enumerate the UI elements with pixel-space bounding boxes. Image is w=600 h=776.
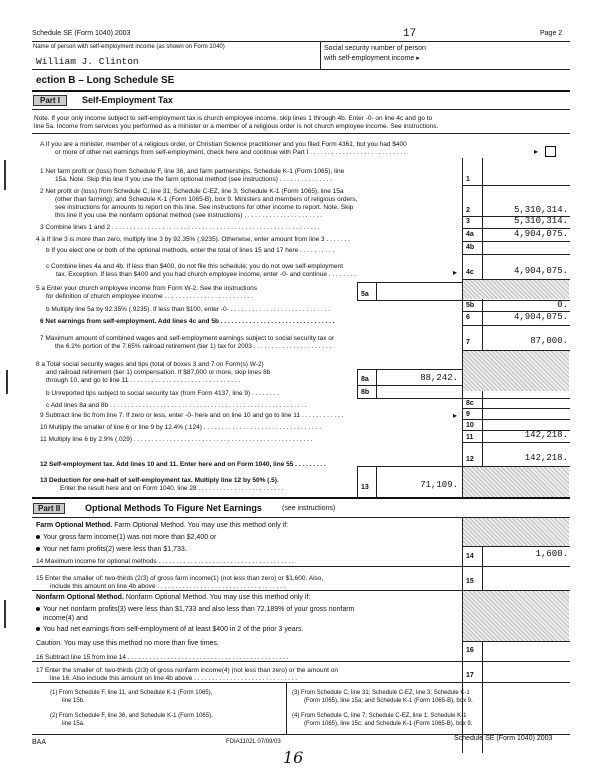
line-number: 3 — [466, 218, 470, 225]
part1-note-1: Note. If your only income subject to self-employment tax is church employee income, skip lines 1 through 4b. Enter -0- on line 4c and go to — [34, 115, 433, 122]
footer-form-title: Schedule SE (Form 1040) 2003 — [454, 735, 553, 742]
part1-title: Self-Employment Tax — [82, 95, 173, 105]
line-4c-text-2: tax. Exception. If less than $400 and you had church employee income, enter -0- and continue . . . . . . . . — [56, 271, 356, 278]
part1-note-2: line 5a. Income from services you performed as a minister or a member of a religious order is not church employee income. See instructions. — [34, 123, 439, 130]
line-15-text-2: include this amount on line 4b above . . . . . . . . . . . . . . . . . . . . . . . . . . . . . . . . . . . . — [50, 583, 286, 590]
line-number: 11 — [466, 434, 474, 441]
line-6-value: 4,904,075. — [513, 312, 568, 322]
line-15-text-1: 15 Enter the smaller of: two-thirds (2/3) of gross farm income(1) (not less than zero) or $1,600. Also, — [36, 575, 324, 582]
footnote-4a: (4) From Schedule C, line 7; Schedule C-EZ, line 1; Schedule K-1 — [292, 713, 467, 719]
line-2-text-2: (other than farming); and Schedule K-1 (Form 1065-B), box 9. Ministers and members of religious orders, — [55, 196, 358, 203]
line-14-value: 1,600. — [535, 549, 568, 559]
handwritten-page: 16 — [283, 748, 304, 767]
line-8a-value: 88,242. — [420, 373, 458, 383]
line-a-text-1: A If you are a minister, member of a religious order, or Christian Science practitioner and you filed Form 4361, but you had $400 — [40, 141, 407, 148]
line-7-text-1: 7 Maximum amount of combined wages and self-employment earnings subject to social security tax or — [40, 335, 335, 342]
line-13-text-2: Enter the result here and on Form 1040, line 28 . . . . . . . . . . . . . . . . . . . . . . . . — [60, 485, 284, 492]
line-11-text: 11 Multiply line 6 by 2.9% (.029) . . . . . . . . . . . . . . . . . . . . . . . . . . . . . . . . . . . . . . . . . . . . . . . . . . — [40, 436, 313, 443]
part1-tag: Part I — [33, 95, 67, 106]
line-9-text: 9 Subtract line 8c from line 7. If zero or less, enter -0- here and on line 10 and go to line 11 . . . . . . . . . . . . — [40, 412, 344, 419]
nonfarm-bullet-2: You had net earnings from self-employment of at least $400 in 2 of the prior 3 years. — [36, 626, 303, 633]
page-label: Page 2 — [540, 30, 563, 37]
line-5b-value: 0. — [557, 300, 568, 310]
line-12-value: 142,218. — [524, 453, 568, 463]
form-code: FDIA1102L 07/09/03 — [226, 739, 281, 745]
farm-bullet-1: Your gross farm income(1) was not more than $2,400 or — [36, 534, 216, 541]
line-8a-text-1: 8 a Total social security wages and tips (total of boxes 3 and 7 on Form(s) W-2) — [36, 361, 264, 368]
line-13-text-1: 13 Deduction for one-half of self-employment tax. Multiply line 12 by 50% (.5). — [40, 477, 279, 484]
farm-heading: Farm Optional Method. Farm Optional Method. You may use this method only if: — [36, 522, 289, 529]
line-4a-value: 4,904,075. — [513, 229, 568, 239]
line-number: 8c — [466, 400, 474, 407]
line-number: 5b — [466, 302, 475, 309]
line-1-text-2: 15a. Note. Skip this line if you use the farm optional method (see instructions) . . . . . . . . . . . . . . . — [55, 176, 333, 183]
form-title: Schedule SE (Form 1040) 2003 — [32, 30, 131, 37]
line-number: 7 — [466, 339, 470, 346]
line-number: 4a — [466, 231, 474, 238]
caution-text: Caution. You may use this method no more than five times. — [36, 640, 219, 647]
line-4c-value: 4,904,075. — [513, 266, 568, 276]
line-number: 8b — [361, 389, 370, 396]
ssn-label-2: with self-employment income ▸ — [324, 55, 420, 62]
line-number: 9 — [466, 411, 470, 418]
arrow-icon: ▸ — [534, 147, 539, 156]
line-3-text: 3 Combine lines 1 and 2 . . . . . . . . . . . . . . . . . . . . . . . . . . . . . . . . . . . . . . . . . . . . . . . . . . . . . . . . . . — [40, 224, 320, 231]
line-4a-text: 4 a If line 3 is more than zero, multiply line 3 by 92.35% (.9235). Otherwise, enter amount from line 3 . . . . . . . — [36, 236, 350, 243]
line-12-text: 12 Self-employment tax. Add lines 10 and 11. Enter here and on Form 1040, line 55 . . . . . . . . . — [40, 461, 326, 468]
line-8b-text: b Unreported tips subject to social security tax (from Form 4137, line 9) . . . . . . . . — [46, 390, 280, 397]
scan-mark — [4, 160, 6, 190]
line-number: 12 — [466, 456, 474, 463]
line-17-text-2: line 16. Also include this amount on line 4b above . . . . . . . . . . . . . . . . . . . . . . . . . . . . . — [50, 675, 298, 682]
line-14-number: 14 — [466, 553, 474, 560]
line-4c-text-1: c Combine lines 4a and 4b. If less than $400, do not file this schedule; you do not owe self-employment — [46, 263, 344, 270]
line-5b-text: b Multiply line 5a by 92.35% (.9235). If less than $100, enter -0- . . . . . . . . . . . . . . . . . . . . . . . . . . . . — [46, 306, 330, 313]
footnote-2a: (2) From Schedule F, line 36, and Schedule K-1 (Form 1065), — [50, 713, 213, 719]
line-6-text: 6 Net earnings from self-employment. Add lines 4c and 5b . . . . . . . . . . . . . . . . . . . . . . . . . . . . . . . . — [40, 318, 335, 325]
footnote-3a: (3) From Schedule C, line 31; Schedule C-EZ, line 3; Schedule K-1 — [292, 690, 470, 696]
line-5a-text-1: 5 a Enter your church employee income from Form W-2. See the instructions — [36, 285, 257, 292]
line-number: 6 — [466, 314, 470, 321]
line-7-value: 87,000. — [530, 336, 568, 346]
line-number: 4b — [466, 244, 475, 251]
name-label: Name of person with self-employment income (as shown on Form 1040) — [33, 44, 225, 50]
line-8a-text-2: and railroad retirement (tier 1) compensation. If $87,000 or more, skip lines 8b — [46, 369, 271, 376]
nonfarm-heading: Nonfarm Optional Method. Nonfarm Optional Method. You may use this method only if: — [36, 594, 311, 601]
line-number: 1 — [466, 176, 470, 183]
line-17-text-1: 17 Enter the smaller of: two-thirds (2/3) of gross nonfarm income(4) (not less than zero) or the amount on — [36, 667, 339, 674]
line-10-text: 10 Multiply the smaller of line 6 or line 9 by 12.4% (.124) . . . . . . . . . . . . . . . . . . . . . . . . . . . . . . . . . — [40, 424, 322, 431]
footnote-4b: (Form 1065), line 15c; and Schedule K-1 (Form 1065-B), box 9. — [304, 721, 473, 727]
line-number: 8a — [361, 376, 369, 383]
line-16-number: 16 — [466, 647, 474, 654]
line-2-value: 5,310,314. — [513, 205, 568, 215]
baa-label: BAA — [32, 739, 47, 746]
footnote-3b: (Form 1065), line 15a; and Schedule K-1 (Form 1065-B), box 9. — [304, 698, 473, 704]
line-2-text-1: 2 Net profit or (loss) from Schedule C, line 31; Schedule C-EZ, line 3; Schedule K-1 (Form 1065), line 15a — [40, 188, 344, 195]
nonfarm-bullet-1-cont: income(4) and — [43, 615, 88, 622]
line-number: 10 — [466, 422, 474, 429]
line-1-text-1: 1 Net farm profit or (loss) from Schedule F, line 36, and farm partnerships, Schedule K-1 (Form 1065), line — [40, 168, 345, 175]
scan-mark — [6, 370, 8, 394]
part2-title-note: (see instructions) — [282, 505, 336, 512]
line-13-value: 71,109. — [420, 480, 458, 490]
line-4b-text: b If you elect one or both of the optional methods, enter the total of lines 15 and 17 here . . . . . . . . . . — [46, 247, 335, 254]
line-11-value: 142,218. — [524, 430, 568, 440]
line-7-text-2: the 6.2% portion of the 7.65% railroad retirement (tier 1) tax for 2003 . . . . . . . . . . . . . . . . . . . . . . — [55, 343, 332, 350]
arrow-icon: ▸ — [453, 268, 458, 277]
line-5a-text-2: for definition of church employee income . . . . . . . . . . . . . . . . . . . . . . . . . — [46, 293, 253, 300]
line-number: 2 — [466, 207, 470, 214]
line-3-value: 5,310,314. — [513, 216, 568, 226]
handwritten-page-number: 17 — [403, 28, 417, 40]
footnote-1a: (1) From Schedule F, line 11, and Schedule K-1 (Form 1065), — [50, 690, 213, 696]
line-16-text: 16 Subtract line 15 from line 14 . . . . . . . . . . . . . . . . . . . . . . . . . . . . . . . . . . . . . . . . . . . . . — [36, 654, 289, 661]
line-8a-text-3: through 10, and go to line 11 . . . . . . . . . . . . . . . . . . . . . . . . . . . . . . . — [46, 377, 241, 384]
arrow-icon: ▸ — [453, 411, 458, 420]
line-a-text-2: or more of other net earnings from self-employment, check here and continue with Part I . . . . . . . . . . . . . . . . . . . . . . . . . . . — [55, 149, 406, 156]
line-2-text-4: this line if you use the nonfarm optional method (see instructions) . . . . . . . . . . . . . . . . . . . . . . — [55, 212, 322, 219]
line-17-number: 17 — [466, 672, 474, 679]
line-14-text: 14 Maximum income for optional methods . . . . . . . . . . . . . . . . . . . . . . . . . . . . . . . . . . . . . . — [36, 558, 294, 565]
line-number: 4c — [466, 269, 474, 276]
section-title: ection B – Long Schedule SE — [36, 75, 175, 86]
line-15-number: 15 — [466, 578, 474, 585]
minister-checkbox[interactable] — [545, 146, 556, 157]
part2-tag: Part II — [33, 503, 65, 514]
part2-title: Optional Methods To Figure Net Earnings — [85, 503, 262, 513]
footnote-2b: line 15a. — [62, 721, 85, 727]
line-number: 5a — [361, 291, 369, 298]
ssn-label-1: Social security number of person — [324, 45, 426, 52]
scan-mark — [4, 600, 6, 628]
line-number: 13 — [361, 484, 369, 491]
nonfarm-bullet-1: Your net nonfarm profits(3) were less than $1,733 and also less than 72.189% of your gross nonfarm — [36, 606, 354, 613]
footnote-1b: line 15b. — [62, 698, 85, 704]
farm-bullet-2: Your net farm profits(2) were less than $1,733. — [36, 546, 187, 553]
taxpayer-name: William J. Clinton — [36, 56, 139, 67]
line-2-text-3: see instructions for amounts to report on this line. See instructions for other income to report. Note. Skip — [55, 204, 354, 211]
line-8c-text: c Add lines 8a and 8b . . . . . . . . . . . . . . . . . . . . . . . . . . . . . . . . . . . . . . . . . . . . . . . . . . . . . . . — [46, 402, 307, 409]
